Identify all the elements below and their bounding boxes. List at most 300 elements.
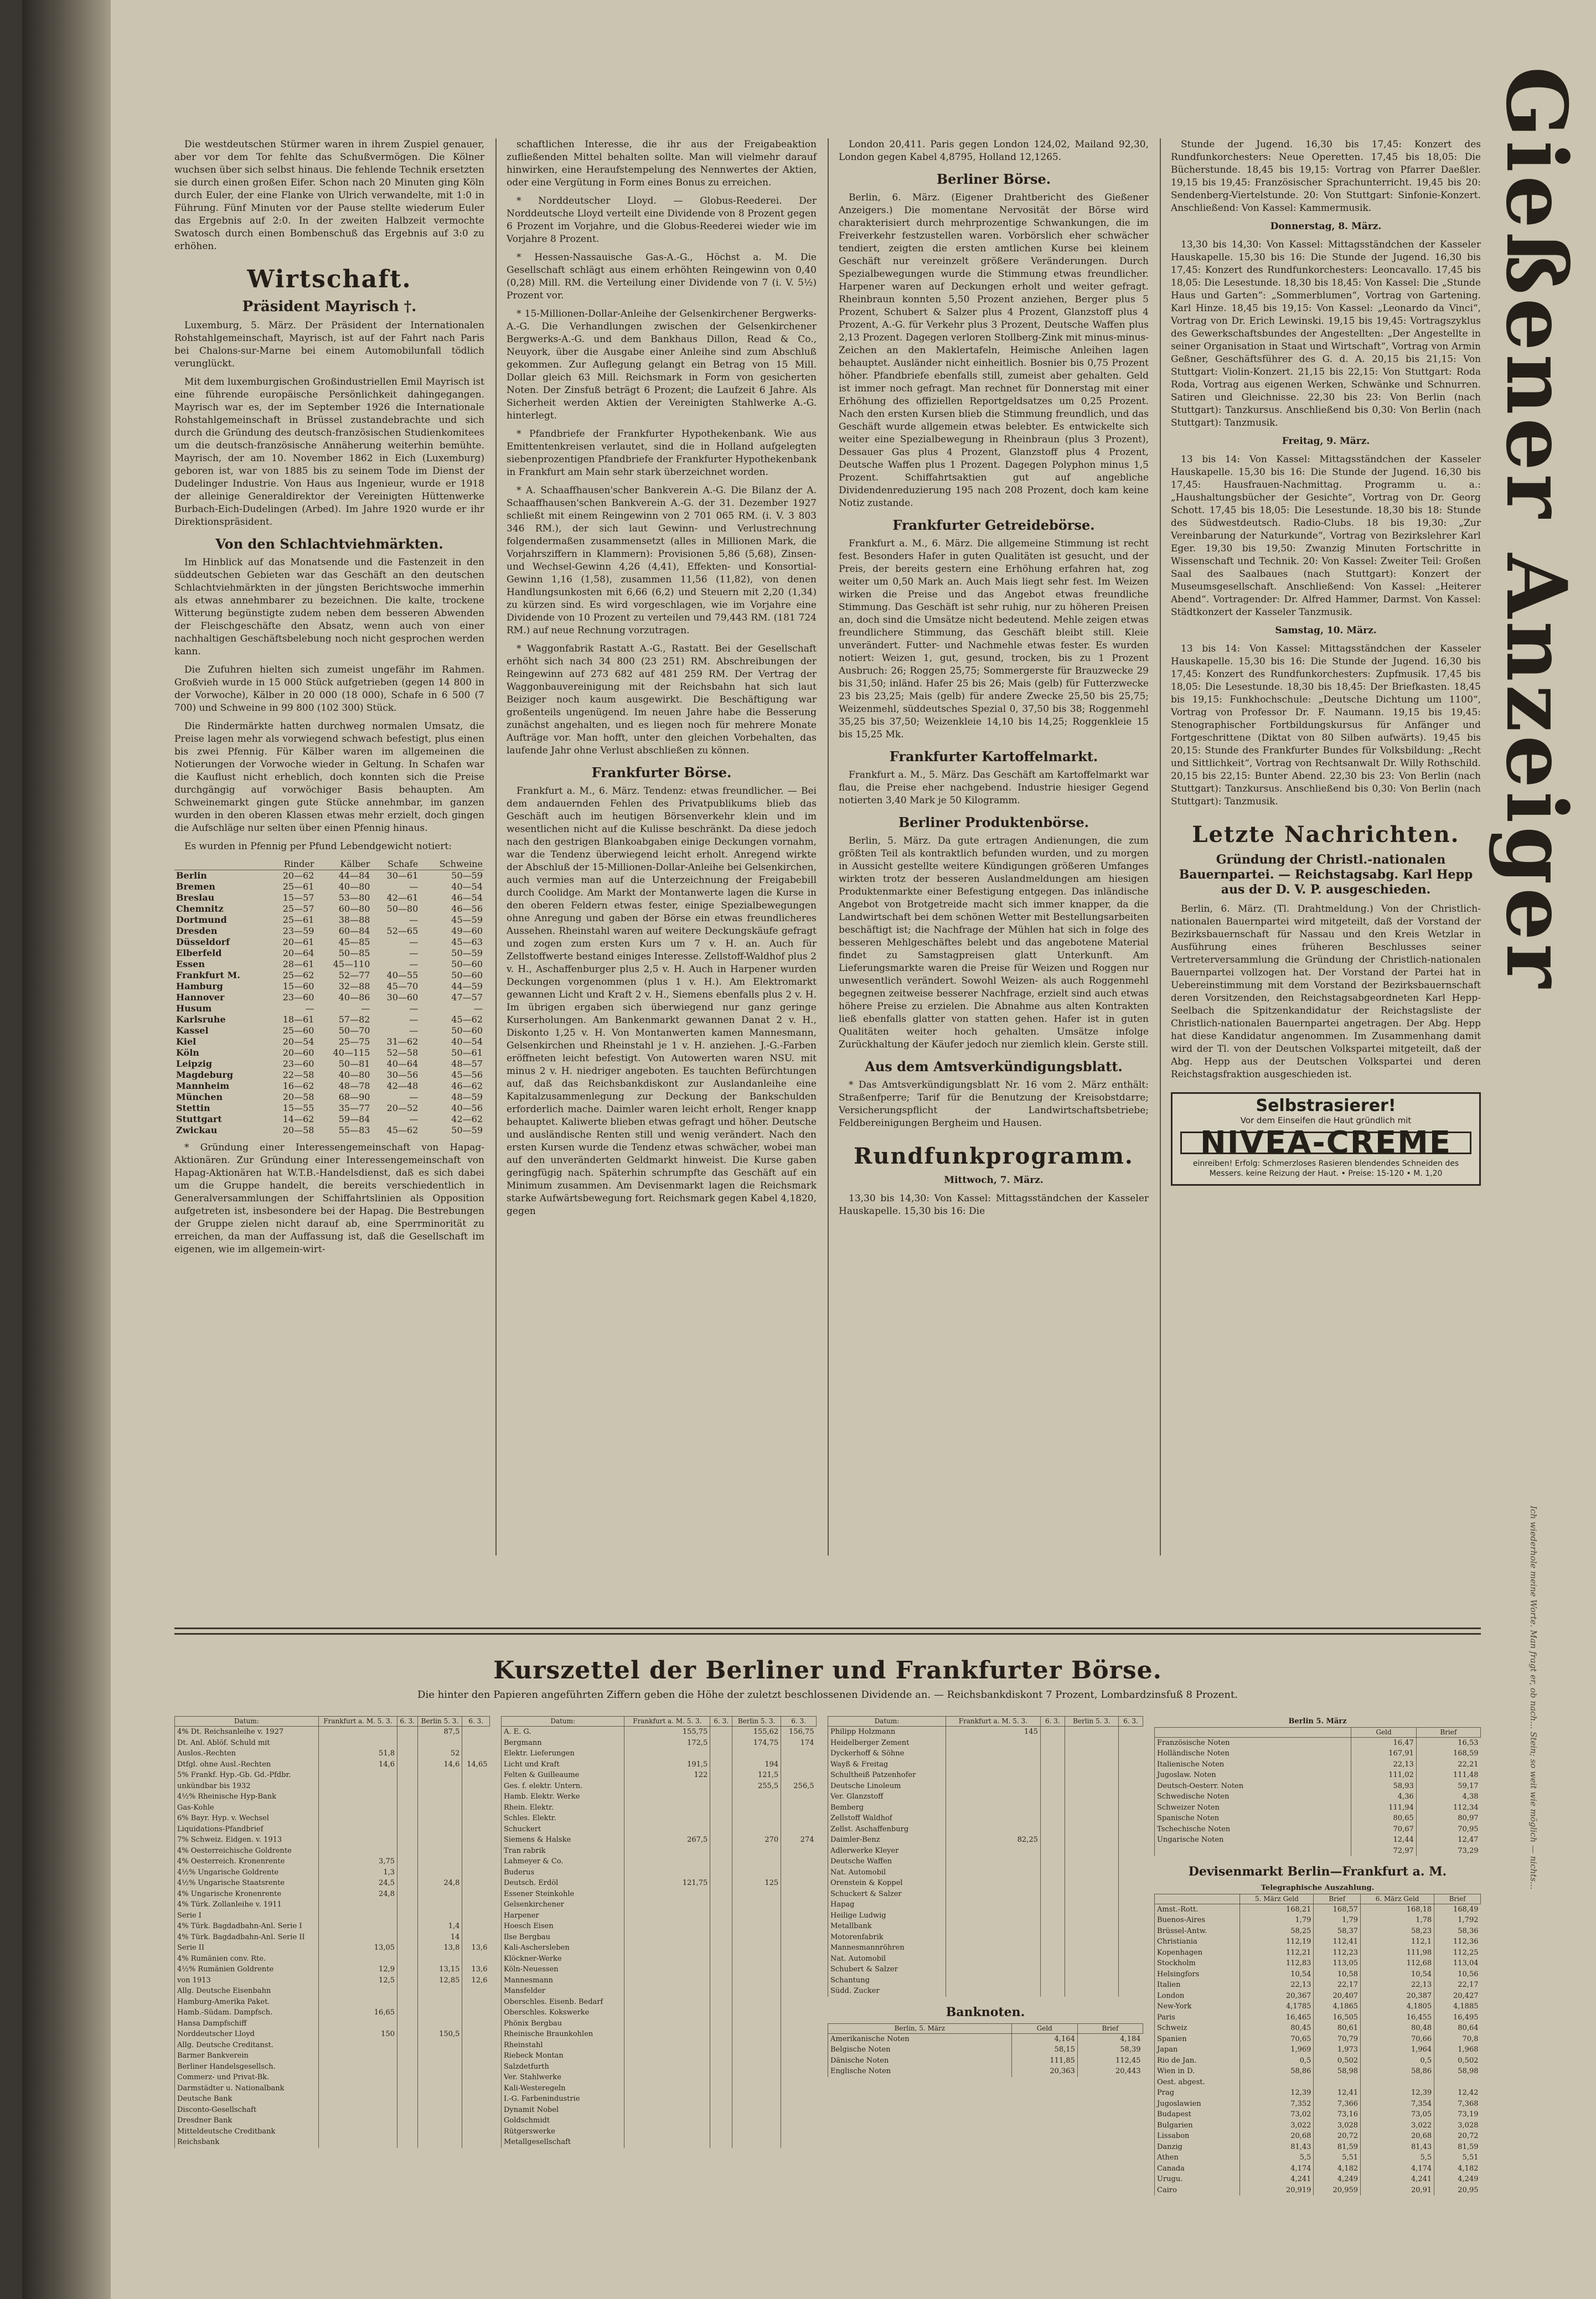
table-cell <box>624 1824 710 1835</box>
column-3 <box>839 138 1149 1223</box>
table-cell <box>1361 2077 1434 2088</box>
table-row-label: Lahmeyer & Co. <box>502 1856 624 1867</box>
table-cell <box>1119 1791 1143 1802</box>
table-cell: 1,968 <box>1434 2044 1481 2055</box>
table-cell <box>1434 2077 1481 2088</box>
price-range: 59—84 <box>338 1114 370 1124</box>
table-row-label: Disconto-Gesellschaft <box>175 2105 319 2116</box>
table-cell: 121,5 <box>732 1770 781 1781</box>
table-cell <box>318 2083 397 2094</box>
table-cell <box>946 1975 1040 1986</box>
price-range: 50—59 <box>451 1125 483 1135</box>
table-cell <box>318 2072 397 2083</box>
table-cell: 156,75 <box>781 1727 817 1738</box>
table-row <box>174 903 484 915</box>
table-cell: 16,53 <box>1416 1737 1480 1748</box>
table-row-label: 4½% Ungarische Staatsrente <box>175 1878 319 1889</box>
table-cell <box>624 2115 710 2126</box>
table-cell: 7,354 <box>1361 2099 1434 2110</box>
table-cell <box>710 1824 732 1835</box>
table-row-label: Amerikanische Noten <box>828 2033 1012 2044</box>
price-range: 23—60 <box>282 992 314 1003</box>
table-row <box>1155 2109 1481 2120</box>
table-cell <box>624 2072 710 2083</box>
table-cell <box>710 2007 732 2018</box>
table-row <box>1155 2077 1481 2088</box>
table-cell: 274 <box>781 1835 817 1846</box>
table-cell <box>710 1964 732 1975</box>
table-cell <box>1065 1889 1118 1900</box>
table-cell <box>624 2018 710 2029</box>
price-range: 40—56 <box>451 1103 483 1113</box>
price-range: 20—52 <box>386 1103 419 1113</box>
table-cell: 4,241 <box>1240 2174 1314 2185</box>
table-cell <box>462 2040 490 2051</box>
table-cell <box>1040 1975 1065 1986</box>
table-cell: 22,13 <box>1361 1980 1434 1991</box>
table-row <box>502 1964 817 1975</box>
table-cell <box>946 1770 1040 1781</box>
table-cell <box>624 1899 710 1910</box>
table-cell: 22,21 <box>1416 1759 1480 1770</box>
table-cell <box>710 2040 732 2051</box>
table-row <box>1155 1958 1481 1969</box>
table-cell: 1,3 <box>318 1867 397 1878</box>
table-cell: 59,17 <box>1416 1781 1480 1792</box>
price-range: 68—90 <box>338 1092 370 1102</box>
table-row <box>1155 2066 1481 2077</box>
table-cell <box>1040 1770 1065 1781</box>
table-cell <box>318 2094 397 2105</box>
market-name: Mannheim <box>176 1081 230 1091</box>
table-cell: 4,249 <box>1434 2174 1481 2185</box>
table-cell: 0,502 <box>1314 2055 1361 2066</box>
table-cell <box>318 1986 397 1997</box>
table-cell <box>462 1921 490 1932</box>
table-header: 6. 3. <box>781 1717 817 1727</box>
table-cell <box>462 1791 490 1802</box>
table-cell <box>1040 1942 1065 1954</box>
table-header: Frankfurt a. M. 5. 3. <box>946 1717 1040 1727</box>
table-cell: 155,75 <box>624 1727 710 1738</box>
table-cell <box>781 1748 817 1759</box>
price-range: 40—86 <box>338 992 370 1003</box>
table-cell: 52 <box>417 1748 462 1759</box>
price-range: 52—65 <box>386 926 419 936</box>
table-row <box>1155 1813 1481 1824</box>
table-cell <box>781 1997 817 2008</box>
table-row <box>1155 2152 1481 2163</box>
table-cell <box>462 1986 490 1997</box>
table-cell <box>624 2007 710 2018</box>
table-header: Brief <box>1077 2023 1143 2033</box>
article-paragraph: Es wurden in Pfennig per Pfund Lebendgewicht notiert: <box>184 841 452 852</box>
table-cell <box>462 1954 490 1965</box>
table-cell: 1,969 <box>1240 2044 1314 2055</box>
table-cell: 4,164 <box>1011 2033 1077 2044</box>
table-row <box>828 2055 1143 2066</box>
table-cell <box>732 2062 781 2073</box>
market-name: Frankfurt M. <box>176 970 240 980</box>
article-paragraph: 13 bis 14: Von Kassel: Mittagsständchen der Kasseler Hauskapelle. 15,30 bis 16: Die Stunde der Jugend. 16,30 bis 17,45: Konzert des Rundfunkorchesters: Zupfmusik. 17,45 bis 18,05: Die Lesestunde. 18,30 bis 18,45: Der Briefkasten. 18,45 bis 19,15: Funkhochschule: „Deutsche Dichtung um 1100“, Vortrag von Professor Dr. F. Naumann. 19,15 bis 19,45: Stenographischer Fortbildungskursus für Anfänger und Fortgeschrittene (Diktat von 80 Silben aufwärts). 19,45 bis 20,15: Stunde des Frankfurter Bundes für Volksbildung: „Recht und Sittlichkeit“, Vortrag von Rechtsanwalt Dr. Willy Rothschild. 20,15 bis 22,15: Bunter Abend. 22,30 bis 23: Von Berlin (nach Stuttgart): Tanzkursus. Anschließend bis 0,30: Von Berlin (nach Stuttgart): Tanzmusik. <box>1171 643 1481 807</box>
table-cell <box>781 2137 817 2148</box>
table-cell <box>417 2062 462 2073</box>
table-header: Schweine <box>420 859 484 870</box>
table-cell: 4,174 <box>1240 2163 1314 2174</box>
table-row <box>175 1727 490 1738</box>
table-cell: 256,5 <box>781 1781 817 1792</box>
table-cell <box>417 1889 462 1900</box>
price-range: 18—61 <box>282 1014 314 1025</box>
table-row <box>502 1802 817 1814</box>
table-cell <box>781 2040 817 2051</box>
ad-headline: Selbstrasierer! <box>1256 1096 1396 1115</box>
table-row-label: Gelsenkirchener <box>502 1899 624 1910</box>
table-cell: 191,5 <box>624 1759 710 1770</box>
table-cell <box>318 1835 397 1846</box>
table-row <box>502 1824 817 1835</box>
table-cell: 20,91 <box>1361 2185 1434 2196</box>
table-cell: 112,45 <box>1077 2055 1143 2066</box>
table-cell: 70,65 <box>1240 2034 1314 2045</box>
table-cell: 112,34 <box>1416 1802 1480 1814</box>
table-cell <box>946 1813 1040 1824</box>
table-cell <box>1065 1867 1118 1878</box>
table-cell <box>1040 1802 1065 1814</box>
table-header <box>174 859 268 870</box>
table-cell: 145 <box>946 1727 1040 1738</box>
table-row <box>174 1047 484 1058</box>
table-cell <box>624 1791 710 1802</box>
table-cell <box>710 1975 732 1986</box>
ad-subline: Vor dem Einseifen die Haut gründlich mit <box>1240 1115 1412 1125</box>
table-cell <box>732 2126 781 2137</box>
table-row-label: 4½% Rheinische Hyp-Bank <box>175 1791 319 1802</box>
table-row <box>502 1921 817 1932</box>
table-cell: 73,05 <box>1361 2109 1434 2120</box>
table-row <box>502 1759 817 1770</box>
table-cell <box>710 2018 732 2029</box>
table-cell <box>397 1921 418 1932</box>
table-row-label: Heidelberger Zement <box>828 1738 946 1749</box>
table-cell <box>462 1867 490 1878</box>
table-cell: 12,39 <box>1240 2088 1314 2099</box>
table-row <box>175 2126 490 2137</box>
table-cell <box>462 1824 490 1835</box>
table-row-label: Schweiz <box>1155 2023 1240 2034</box>
table-row <box>175 1824 490 1835</box>
table-row <box>175 2007 490 2018</box>
table-row <box>1155 2174 1481 2185</box>
table-cell: 24,5 <box>318 1878 397 1889</box>
market-name: Berlin <box>176 870 207 881</box>
table-cell <box>624 1964 710 1975</box>
table-row-label: Hapag <box>828 1899 946 1910</box>
section-title-wirtschaft: Wirtschaft. <box>247 265 412 293</box>
table-cell <box>781 2072 817 2083</box>
table-cell <box>624 1997 710 2008</box>
table-cell: 81,59 <box>1434 2142 1481 2153</box>
table-cell <box>710 1889 732 1900</box>
table-row-label: Deutsch. Erdöl <box>502 1878 624 1889</box>
table-cell: 73,16 <box>1314 2109 1361 2120</box>
table-cell <box>318 1846 397 1857</box>
table-row <box>828 1954 1143 1965</box>
table-row-label: Ver. Glanzstoff <box>828 1791 946 1802</box>
table-row-label: Schubert & Salzer <box>828 1964 946 1975</box>
table-row-label: 5% Frankf. Hyp.-Gb. Gd.-Pfdbr. <box>175 1770 319 1781</box>
table-row-label: 4½% Ungarische Goldrente <box>175 1867 319 1878</box>
table-row-label: Felten & Guilleaume <box>502 1770 624 1781</box>
table-row-label: Ungarische Noten <box>1155 1835 1351 1846</box>
table-cell <box>397 2050 418 2062</box>
table-row <box>1155 1947 1481 1959</box>
notes-title: Berlin 5. März <box>1288 1717 1347 1725</box>
stock-section-subtitle: Die hinter den Papieren angeführten Ziffern geben die Höhe der zuletzt beschlossenen Dividende an. — Reichsbankdiskont 7 Prozent, Lombardzinsfuß 8 Prozent. <box>417 1689 1238 1701</box>
stock-exchange-section <box>174 1655 1481 2231</box>
table-cell <box>624 2083 710 2094</box>
price-range: 40—115 <box>333 1047 370 1058</box>
table-row-label: Motorenfabrik <box>828 1932 946 1943</box>
article-paragraph: Stunde der Jugend. 16,30 bis 17,45: Konzert des Rundfunkorchesters: Neue Operetten. 17,45 bis 18,05: Die Bücherstunde. 18,45 bis 19,15: Vortrag von Pfarrer Daeßler. 19,15 bis 19,45: Französischer Sprachunterricht. 19,45 bis 20: Sendenberg-Viertelstunde. 20: Von Stuttgart: Sinfonie-Konzert. Anschließend: Von Kassel: Kammermusik. <box>1171 139 1481 214</box>
price-range: 55—83 <box>338 1125 370 1135</box>
table-cell <box>397 1954 418 1965</box>
table-row <box>175 2029 490 2040</box>
table-cell <box>417 1738 462 1749</box>
table-cell <box>710 2126 732 2137</box>
price-range: 45—63 <box>451 937 483 947</box>
table-cell <box>1065 1770 1118 1781</box>
table-row-label: Deutsche Waffen <box>828 1856 946 1867</box>
table-cell: 172,5 <box>624 1738 710 1749</box>
table-cell <box>417 2137 462 2148</box>
table-row-label: unkündbar bis 1932 <box>175 1781 319 1792</box>
table-cell <box>1040 1759 1065 1770</box>
table-cell <box>397 2062 418 2073</box>
table-cell <box>1119 1954 1143 1965</box>
table-cell <box>1119 1856 1143 1867</box>
table-cell <box>1065 1921 1118 1932</box>
table-cell <box>624 1975 710 1986</box>
table-row-label: 4% Oesterreichische Goldrente <box>175 1846 319 1857</box>
table-cell: 81,43 <box>1240 2142 1314 2153</box>
table-row <box>828 1899 1143 1910</box>
market-name: Kassel <box>176 1025 209 1036</box>
table-cell <box>710 1932 732 1943</box>
program-day: Donnerstag, 8. März. <box>1270 221 1382 232</box>
table-cell <box>781 1986 817 1997</box>
table-row-label: 4½% Rumänien Goldrente <box>175 1964 319 1975</box>
table-cell <box>397 1964 418 1975</box>
table-cell: 14,6 <box>417 1759 462 1770</box>
table-row-label: Rheinstahl <box>502 2040 624 2051</box>
table-cell <box>1065 1748 1118 1759</box>
price-range: 25—75 <box>338 1036 370 1047</box>
table-cell <box>318 2062 397 2073</box>
table-row-label: Norddeutscher Lloyd <box>175 2029 319 2040</box>
table-cell <box>318 1910 397 1921</box>
table-cell: 58,36 <box>1434 1926 1481 1937</box>
market-name: Essen <box>176 959 205 969</box>
table-cell <box>1040 1910 1065 1921</box>
table-row <box>502 1781 817 1792</box>
table-cell <box>946 1867 1040 1878</box>
table-row-label: Hamburg-Amerika Paket. <box>175 1997 319 2008</box>
table-row <box>502 1727 817 1738</box>
table-header: 6. 3. <box>1119 1717 1143 1727</box>
table-cell: 112,19 <box>1240 1936 1314 1947</box>
table-cell: 73,29 <box>1416 1846 1480 1857</box>
table-cell: 16,495 <box>1434 2012 1481 2023</box>
table-row-label: Metallbank <box>828 1921 946 1932</box>
table-cell <box>624 2105 710 2116</box>
table-row <box>1155 2120 1481 2131</box>
table-row-label: Hoesch Eisen <box>502 1921 624 1932</box>
table-cell <box>710 1878 732 1889</box>
table-cell: 1,79 <box>1240 1915 1314 1926</box>
table-row-label: 4% Türk. Bagdadbahn-Anl. Serie I <box>175 1921 319 1932</box>
table-cell <box>732 1975 781 1986</box>
table-cell <box>946 1791 1040 1802</box>
table-row <box>502 1942 817 1954</box>
table-cell <box>710 1867 732 1878</box>
table-cell: 20,68 <box>1361 2131 1434 2142</box>
table-row-label: Gas-Kohle <box>175 1802 319 1814</box>
table-cell <box>781 1878 817 1889</box>
table-cell <box>318 1997 397 2008</box>
table-cell <box>946 1846 1040 1857</box>
table-cell: 12,6 <box>462 1975 490 1986</box>
table-cell: 5,5 <box>1240 2152 1314 2163</box>
table-cell <box>710 1899 732 1910</box>
article-paragraph: * Norddeutscher Lloyd. — Globus-Reederei. Der Norddeutsche Lloyd verteilt eine Dividende von 8 Prozent gegen 6 Prozent im Vorjahre, und die Globus-Reederei wieder wie im Vorjahre 8 Prozent. <box>507 195 817 245</box>
table-cell <box>462 1899 490 1910</box>
table-row <box>175 1964 490 1975</box>
table-cell: 4,1785 <box>1240 2001 1314 2012</box>
table-cell: 0,5 <box>1361 2055 1434 2066</box>
table-cell <box>1065 1942 1118 1954</box>
table-cell: 5,51 <box>1314 2152 1361 2163</box>
table-cell <box>1040 1835 1065 1846</box>
table-row-label: Lissabon <box>1155 2131 1240 2142</box>
price-range: — <box>409 948 419 958</box>
table-cell: 1,792 <box>1434 1915 1481 1926</box>
table-row-label: Hamb.-Südam. Dampfsch. <box>175 2007 319 2018</box>
table-cell <box>397 1899 418 1910</box>
table-cell <box>397 1824 418 1835</box>
table-cell: 20,72 <box>1434 2131 1481 2142</box>
table-cell <box>1065 1846 1118 1857</box>
table-cell <box>462 2029 490 2040</box>
table-row <box>175 1781 490 1792</box>
price-range: 32—88 <box>338 981 370 991</box>
table-cell <box>710 1921 732 1932</box>
table-row-label: Kopenhagen <box>1155 1947 1240 1959</box>
price-range: 44—59 <box>451 981 483 991</box>
table-row <box>175 1770 490 1781</box>
table-row <box>1155 1835 1481 1846</box>
market-name: Kiel <box>176 1036 197 1047</box>
table-row <box>502 1748 817 1759</box>
price-range: — <box>409 915 419 925</box>
table-cell: 0,502 <box>1434 2055 1481 2066</box>
table-cell: 58,37 <box>1314 1926 1361 1937</box>
table-cell: 20,387 <box>1361 1991 1434 2002</box>
table-row-label: Budapest <box>1155 2109 1240 2120</box>
table-row-label: A. E. G. <box>502 1727 624 1738</box>
table-cell <box>781 2029 817 2040</box>
table-row <box>1155 2142 1481 2153</box>
table-row-label: 4% Rumänien conv. Rte. <box>175 1954 319 1965</box>
table-cell <box>946 1954 1040 1965</box>
table-cell <box>1040 1727 1065 1738</box>
table-row-label: London <box>1155 1991 1240 2002</box>
table-cell: 70,8 <box>1434 2034 1481 2045</box>
table-header <box>1155 1894 1240 1904</box>
price-range: 45—85 <box>338 937 370 947</box>
table-row <box>175 1954 490 1965</box>
table-cell <box>1065 1878 1118 1889</box>
program-day: Freitag, 9. März. <box>1282 436 1370 447</box>
table-cell: 194 <box>732 1759 781 1770</box>
table-row-label: Philipp Holzmann <box>828 1727 946 1738</box>
table-cell <box>1119 1727 1143 1738</box>
table-row <box>1155 2163 1481 2174</box>
table-row <box>174 1036 484 1047</box>
price-range: 15—60 <box>282 981 314 991</box>
table-row <box>828 1942 1143 1954</box>
table-row-label: Wien in D. <box>1155 2066 1240 2077</box>
table-row <box>502 2105 817 2116</box>
table-row <box>1155 2001 1481 2012</box>
table-row-label: Tran rabrik <box>502 1846 624 1857</box>
table-row <box>502 2029 817 2040</box>
table-cell <box>732 1802 781 1814</box>
table-row <box>502 1738 817 1749</box>
table-cell: 7,368 <box>1434 2099 1481 2110</box>
table-row <box>1155 1737 1481 1748</box>
table-cell <box>946 1986 1040 1997</box>
price-range: 40—80 <box>338 1070 370 1080</box>
market-name: Köln <box>176 1047 199 1058</box>
table-cell: 80,45 <box>1240 2023 1314 2034</box>
table-row-label: Liquidations-Pfandbrief <box>175 1824 319 1835</box>
price-range: 50—59 <box>451 870 483 881</box>
table-row-label: Zellstoff Waldhof <box>828 1813 946 1824</box>
table-row-label: Ilse Bergbau <box>502 1932 624 1943</box>
table-row <box>174 1103 484 1114</box>
table-row-label: Wayß & Freitag <box>828 1759 946 1770</box>
table-cell: 7,366 <box>1314 2099 1361 2110</box>
article-paragraph: 13 bis 14: Von Kassel: Mittagsständchen der Kasseler Hauskapelle. 15,30 bis 16: Die Stunde der Jugend. 16,30 bis 17,45: Hausfrauen-Nachmittag. Programm u. a.: „Haushaltungsbücher der Gesichte“, Vortrag von Dr. Georg Schott. 17,45 bis 18,05: Die Lesestunde. 18,30 bis 18: Stunde des Südwestdeutsch. Radio-Clubs. 18 bis 19,30: „Zur Vereinbarung der Naturkunde“, Vortrag von Bezirkslehrer Karl Eger. 19,30 bis 19,50: Zwanzig Minuten Fortschritte in Wissenschaft und Technik. 20: Von Kassel: Zweiter Teil: Großen Saal des Saalbaues (nach Stuttgart): Konzert der Museumsgesellschaft. Anschließend: Von Kassel: „Heiterer Abend“. Vortragender: Dr. Alfred Hammer, Darmst. Von Kassel: Städtkonzert der Kasseler Tanzmusik. <box>1171 454 1481 618</box>
table-cell <box>1065 1781 1118 1792</box>
table-cell: 14,65 <box>462 1759 490 1770</box>
table-cell <box>710 1813 732 1824</box>
table-cell <box>397 1932 418 1943</box>
table-row <box>1155 2023 1481 2034</box>
table-cell: 4,174 <box>1361 2163 1434 2174</box>
table-cell <box>318 1738 397 1749</box>
table-row <box>174 870 484 882</box>
table-row <box>175 2105 490 2116</box>
table-row-label: I.-G. Farbenindustrie <box>502 2094 624 2105</box>
table-cell <box>710 2105 732 2116</box>
table-cell <box>732 1846 781 1857</box>
table-cell <box>462 1932 490 1943</box>
table-cell: 16,65 <box>318 2007 397 2018</box>
table-cell: 5,51 <box>1434 2152 1481 2163</box>
table-row <box>502 1899 817 1910</box>
